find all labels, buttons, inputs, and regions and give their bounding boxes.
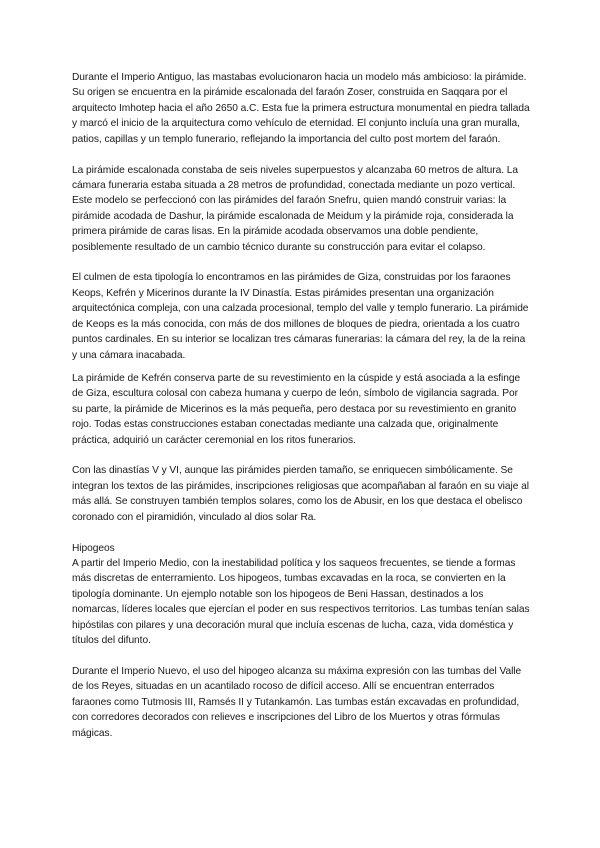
paragraph-piramides-giza: El culmen de esta tipología lo encontramos en las pirámides de Giza, construidas por los faraones Keops, Kefrén y Micerinos durante la IV Dinastía. Estas pirámides presentan una organización arquitectónica compleja, con una calzada procesional, templo del valle y templo funerario. La pirámide de Keops es la más conocida, con más de dos millones de bloques de piedra, orientada a los cuatro puntos cardinales. En su interior se localizan tres cámaras funerarias: la cámara del rey, la de la reina y una cámara inacabada.: [72, 272, 529, 361]
section-heading-hipogeos: Hipogeos: [72, 542, 115, 554]
paragraph-imperio-nuevo: Durante el Imperio Nuevo, el uso del hipogeo alcanza su máxima expresión con las tumbas del Valle de los Reyes, situadas en un acantilado rocoso de difícil acceso. Allí se encuentran enterrados faraones como Tutmosis III, Ramsés II y Tutankamón. Las tumbas están excavadas en profundidad, con corredores decorados con relieves e inscripciones del Libro de los Muertos y otras fórmulas mágicas.: [72, 665, 522, 739]
paragraph-mastabas-piramide: Durante el Imperio Antiguo, las mastabas evolucionaron hacia un modelo más ambicioso: la pirámide. Su origen se encuentra en la pirámide escalonada del faraón Zoser, construida en Saqqara por el arquitecto Imhotep hacia el año 2650 a.C. Esta fue la primera estructura monumental en piedra tallada y marcó el inicio de la arquitectura como vehículo de eternidad. El conjunto incluía una gran muralla, patios, capillas y un templo funerario, reflejando la importancia del culto post mortem del faraón.: [72, 72, 530, 145]
paragraph-piramide-escalonada: La pirámide escalonada constaba de seis niveles superpuestos y alcanzaba 60 metros de altura. La cámara funeraria estaba situada a 28 metros de profundidad, conectada mediante un pozo vertical. Este modelo se perfeccionó con las pirámides del faraón Snefru, quien mandó construir varias: la pirámide acodada de Dashur, la pirámide escalonada de Meidum y la pirámide roja, considerada la primera pirámide de caras lisas. En la pirámide acodada observamos una doble pendiente, posiblemente resultado de un cambio técnico durante su construcción para evitar el colapso.: [72, 164, 518, 253]
paragraph-kefren-micerinos: La pirámide de Kefrén conserva parte de su revestimiento en la cúspide y está asociada a la esfinge de Giza, escultura colosal con cabeza humana y cuerpo de león, símbolo de vigilancia sagrada. Por su parte, la pirámide de Micerinos es la más pequeña, pero destaca por su revestimiento en granito rojo. Todas estas construcciones estaban conectadas mediante una calzada que, originalmente práctica, adquirió un carácter ceremonial en los ritos funerarios.: [72, 372, 521, 446]
paragraph-imperio-medio: A partir del Imperio Medio, con la inestabilidad política y los saqueos frecuentes, se tiende a formas más discretas de enterramiento. Los hipogeos, tumbas excavadas en la roca, se convierten en la tipología dominante. Un ejemplo notable son los hipogeos de Beni Hassan, destinados a los nomarcas, líderes locales que ejercían el poder en sus respectivos territorios. Las tumbas tenían salas hipóstilas con pilares y una decoración mural que incluía escenas de lucha, caza, vida doméstica y títulos del difunto.: [72, 557, 530, 646]
paragraph-dinastias-v-vi: Con las dinastías V y VI, aunque las pirámides pierden tamaño, se enriquecen simbólicamente. Se integran los textos de las pirámides, inscripciones religiosas que acompañaban al faraón en su viaje al más allá. Se construyen también templos solares, como los de Abusir, en los que destaca el obelisco coronado con el piramidión, vinculado al dios solar Ra.: [72, 465, 529, 523]
document-page: [72, 70, 530, 756]
